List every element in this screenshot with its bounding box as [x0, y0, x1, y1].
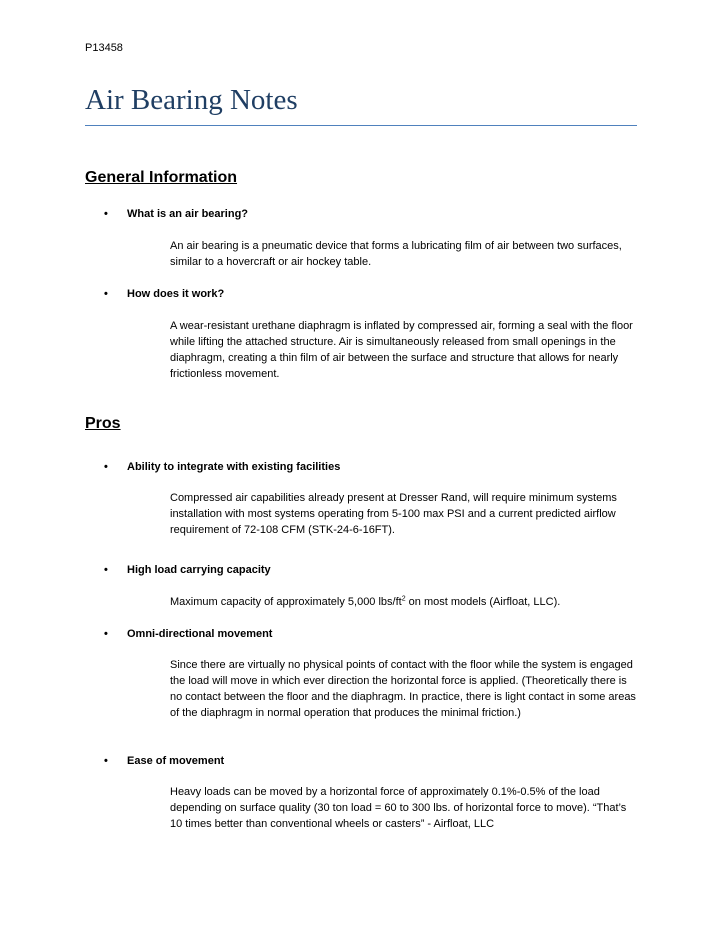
- paragraph-integrate-existing-facilities: Compressed air capabilities already present at Dresser Rand, will require minimum systems installation with most systems operating from 5-100 max PSI and a current predicted airflow requirement of 72-108 CFM (STK-24-6-16FT).: [170, 492, 617, 536]
- paragraph-what-is-air-bearing: An air bearing is a pneumatic device that forms a lubricating film of air between two surfaces, similar to a hovercraft or air hockey table.: [170, 240, 622, 268]
- bullet-high-load-capacity: • High load carrying capacity: [104, 564, 271, 576]
- paragraph-how-does-it-work: A wear-resistant urethane diaphragm is inflated by compressed air, forming a seal with the floor while lifting the attached structure. Air is simultaneously released from small openings in the diaphragm, creating a thin film of air between the surface and structure that allows for nearly frictionless movement.: [170, 320, 633, 380]
- bullet-how-does-it-work: • How does it work?: [104, 288, 225, 300]
- paragraph-omni-directional-movement: Since there are virtually no physical points of contact with the floor while the system is engaged the load will move in which ever direction the horizontal force is applied. (Theoretically there is no contact between the floor and the diaphragm. In practice, there is light contact in some areas of the diaphragm in normal operation that produces the minimal friction.): [170, 659, 636, 719]
- bullet-dot-icon: •: [104, 461, 108, 473]
- document-id: P13458: [85, 42, 123, 54]
- page-title: Air Bearing Notes: [85, 84, 298, 116]
- bullet-dot-icon: •: [104, 755, 108, 767]
- bullet-omni-directional-movement: • Omni-directional movement: [104, 628, 273, 640]
- paragraph-ease-of-movement: Heavy loads can be moved by a horizontal force of approximately 0.1%-0.5% of the load depending on surface quality (30 ton load = 60 to 300 lbs. of horizontal force to move). “That’s 10 times better than conventional wheels or casters” - Airfloat, LLC: [170, 786, 627, 830]
- bullet-ease-of-movement: • Ease of movement: [104, 755, 225, 767]
- bullet-what-is-air-bearing: • What is an air bearing?: [104, 208, 249, 220]
- bullet-dot-icon: •: [104, 628, 108, 640]
- pros-heading: Pros: [85, 415, 121, 432]
- paragraph-high-load-capacity: Maximum capacity of approximately 5,000 lbs/$ft^2$ on most models (Airfloat, LLC).: [170, 595, 561, 608]
- bullet-dot-icon: •: [104, 208, 108, 220]
- title-underline-rule: [85, 125, 637, 126]
- general-information-heading: General Information: [85, 169, 238, 186]
- bullet-dot-icon: •: [104, 288, 108, 300]
- bullet-dot-icon: •: [104, 564, 108, 576]
- bullet-integrate-existing-facilities: • Ability to integrate with existing facilities: [104, 461, 341, 473]
